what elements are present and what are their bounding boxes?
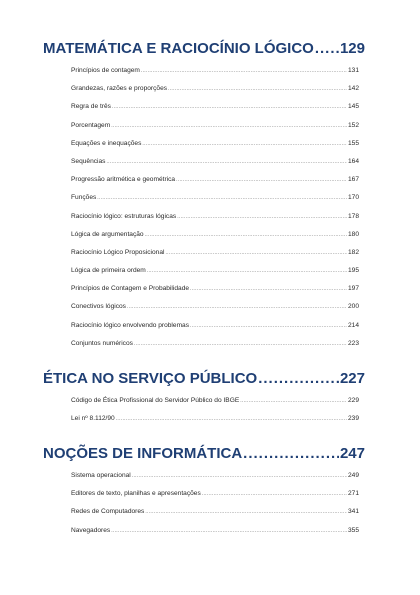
dot-leader bbox=[127, 304, 347, 310]
dot-leader bbox=[165, 250, 347, 256]
entry-page-number: 155 bbox=[347, 139, 359, 147]
dot-leader bbox=[258, 370, 339, 387]
section-heading[interactable] bbox=[43, 445, 365, 465]
dot-leader bbox=[202, 491, 347, 497]
entry-title: Raciocínio lógico: estruturas lógicas bbox=[71, 212, 177, 220]
entry-page-number: 145 bbox=[347, 103, 359, 111]
section-entries bbox=[71, 67, 359, 358]
toc-entry[interactable] bbox=[71, 340, 359, 358]
dot-leader bbox=[97, 195, 347, 201]
dot-leader bbox=[141, 68, 347, 74]
entry-page-number: 131 bbox=[347, 67, 359, 74]
toc-entry[interactable] bbox=[71, 249, 359, 267]
dot-leader bbox=[106, 159, 347, 165]
entry-page-number: 170 bbox=[347, 194, 359, 202]
entry-title: Regra de três bbox=[71, 103, 111, 111]
entry-title: Grandezas, razões e proporções bbox=[71, 85, 168, 93]
entry-page-number: 249 bbox=[347, 472, 359, 479]
section-heading[interactable] bbox=[43, 40, 365, 60]
dot-leader bbox=[111, 528, 347, 534]
toc-entry[interactable] bbox=[71, 122, 359, 140]
entry-title: Funções bbox=[71, 194, 97, 202]
entry-title: Navegadores bbox=[71, 526, 111, 534]
toc-section-etica bbox=[43, 370, 365, 433]
toc-entry[interactable] bbox=[71, 472, 359, 490]
toc-entry[interactable] bbox=[71, 322, 359, 340]
dot-leader bbox=[142, 141, 347, 147]
dot-leader bbox=[168, 86, 347, 92]
toc-entry[interactable] bbox=[71, 67, 359, 85]
entry-title: Sistema operacional bbox=[71, 472, 131, 479]
entry-page-number: 341 bbox=[347, 508, 359, 516]
section-heading[interactable] bbox=[43, 370, 365, 390]
entry-title: Princípios de Contagem e Probabilidade bbox=[71, 285, 190, 293]
section-title: ÉTICA NO SERVIÇO PÚBLICO bbox=[43, 370, 258, 387]
dot-leader bbox=[243, 445, 339, 462]
dot-leader bbox=[315, 40, 339, 57]
section-page-number: 129 bbox=[339, 40, 365, 57]
toc-entry[interactable] bbox=[71, 397, 359, 415]
dot-leader bbox=[190, 323, 347, 329]
entry-title: Equações e inequações bbox=[71, 139, 142, 147]
dot-leader bbox=[112, 104, 347, 110]
entry-title: Raciocínio lógico envolvendo problemas bbox=[71, 321, 190, 329]
dot-leader bbox=[147, 268, 347, 274]
section-page-number: 227 bbox=[339, 370, 365, 387]
entry-title: Código de Ética Profissional do Servidor Público do IBGE bbox=[71, 397, 240, 404]
entry-title: Sequências bbox=[71, 157, 106, 165]
section-title: NOÇÕES DE INFORMÁTICA bbox=[43, 445, 243, 462]
entry-page-number: 167 bbox=[347, 176, 359, 184]
toc-entry[interactable] bbox=[71, 415, 359, 433]
toc-section-matematica bbox=[43, 40, 365, 358]
entry-title: Porcentagem bbox=[71, 121, 111, 129]
entry-title: Editores de texto, planilhas e apresentações bbox=[71, 490, 201, 498]
toc-entry[interactable] bbox=[71, 103, 359, 121]
toc-entry[interactable] bbox=[71, 508, 359, 526]
entry-page-number: 178 bbox=[347, 212, 359, 220]
entry-title: Lógica de argumentação bbox=[71, 230, 144, 238]
entry-page-number: 214 bbox=[347, 321, 359, 329]
toc-entry[interactable] bbox=[71, 176, 359, 194]
entry-page-number: 355 bbox=[347, 526, 359, 534]
toc-entry[interactable] bbox=[71, 213, 359, 231]
section-title: MATEMÁTICA E RACIOCÍNIO LÓGICO bbox=[43, 40, 314, 57]
entry-title: Lei nº 8.112/90 bbox=[71, 415, 115, 423]
toc-entry[interactable] bbox=[71, 285, 359, 303]
toc-entry[interactable] bbox=[71, 303, 359, 321]
section-entries bbox=[71, 472, 359, 545]
dot-leader bbox=[134, 341, 347, 347]
toc-entry[interactable] bbox=[71, 158, 359, 176]
toc-entry[interactable] bbox=[71, 490, 359, 508]
toc-entry[interactable] bbox=[71, 527, 359, 545]
entry-page-number: 271 bbox=[347, 490, 359, 498]
toc-entry[interactable] bbox=[71, 85, 359, 103]
dot-leader bbox=[116, 416, 347, 422]
entry-page-number: 152 bbox=[347, 121, 359, 129]
section-entries bbox=[71, 397, 359, 433]
toc-entry[interactable] bbox=[71, 267, 359, 285]
section-page-number: 247 bbox=[339, 445, 365, 462]
toc-entry[interactable] bbox=[71, 194, 359, 212]
entry-title: Raciocínio Lógico Proposicional bbox=[71, 248, 165, 256]
entry-title: Princípios de contagem bbox=[71, 67, 140, 74]
entry-page-number: 223 bbox=[347, 339, 359, 347]
entry-page-number: 197 bbox=[347, 285, 359, 293]
dot-leader bbox=[145, 509, 347, 515]
toc-section-informatica bbox=[43, 445, 365, 545]
entry-page-number: 195 bbox=[347, 267, 359, 275]
dot-leader bbox=[176, 177, 347, 183]
entry-title: Redes de Computadores bbox=[71, 508, 145, 516]
entry-page-number: 229 bbox=[347, 397, 359, 404]
dot-leader bbox=[190, 286, 347, 292]
entry-page-number: 180 bbox=[347, 230, 359, 238]
dot-leader bbox=[132, 473, 347, 479]
entry-page-number: 200 bbox=[347, 303, 359, 311]
entry-page-number: 164 bbox=[347, 157, 359, 165]
entry-page-number: 142 bbox=[347, 85, 359, 93]
entry-title: Conectivos lógicos bbox=[71, 303, 126, 311]
dot-leader bbox=[240, 398, 347, 404]
entry-title: Lógica de primeira ordem bbox=[71, 267, 146, 275]
entry-page-number: 239 bbox=[347, 415, 359, 423]
entry-title: Conjuntos numéricos bbox=[71, 339, 133, 347]
dot-leader bbox=[111, 123, 347, 129]
toc-entry[interactable] bbox=[71, 140, 359, 158]
toc-entry[interactable] bbox=[71, 231, 359, 249]
dot-leader bbox=[177, 214, 347, 220]
entry-page-number: 182 bbox=[347, 248, 359, 256]
dot-leader bbox=[145, 232, 347, 238]
entry-title: Progressão aritmética e geométrica bbox=[71, 176, 176, 184]
